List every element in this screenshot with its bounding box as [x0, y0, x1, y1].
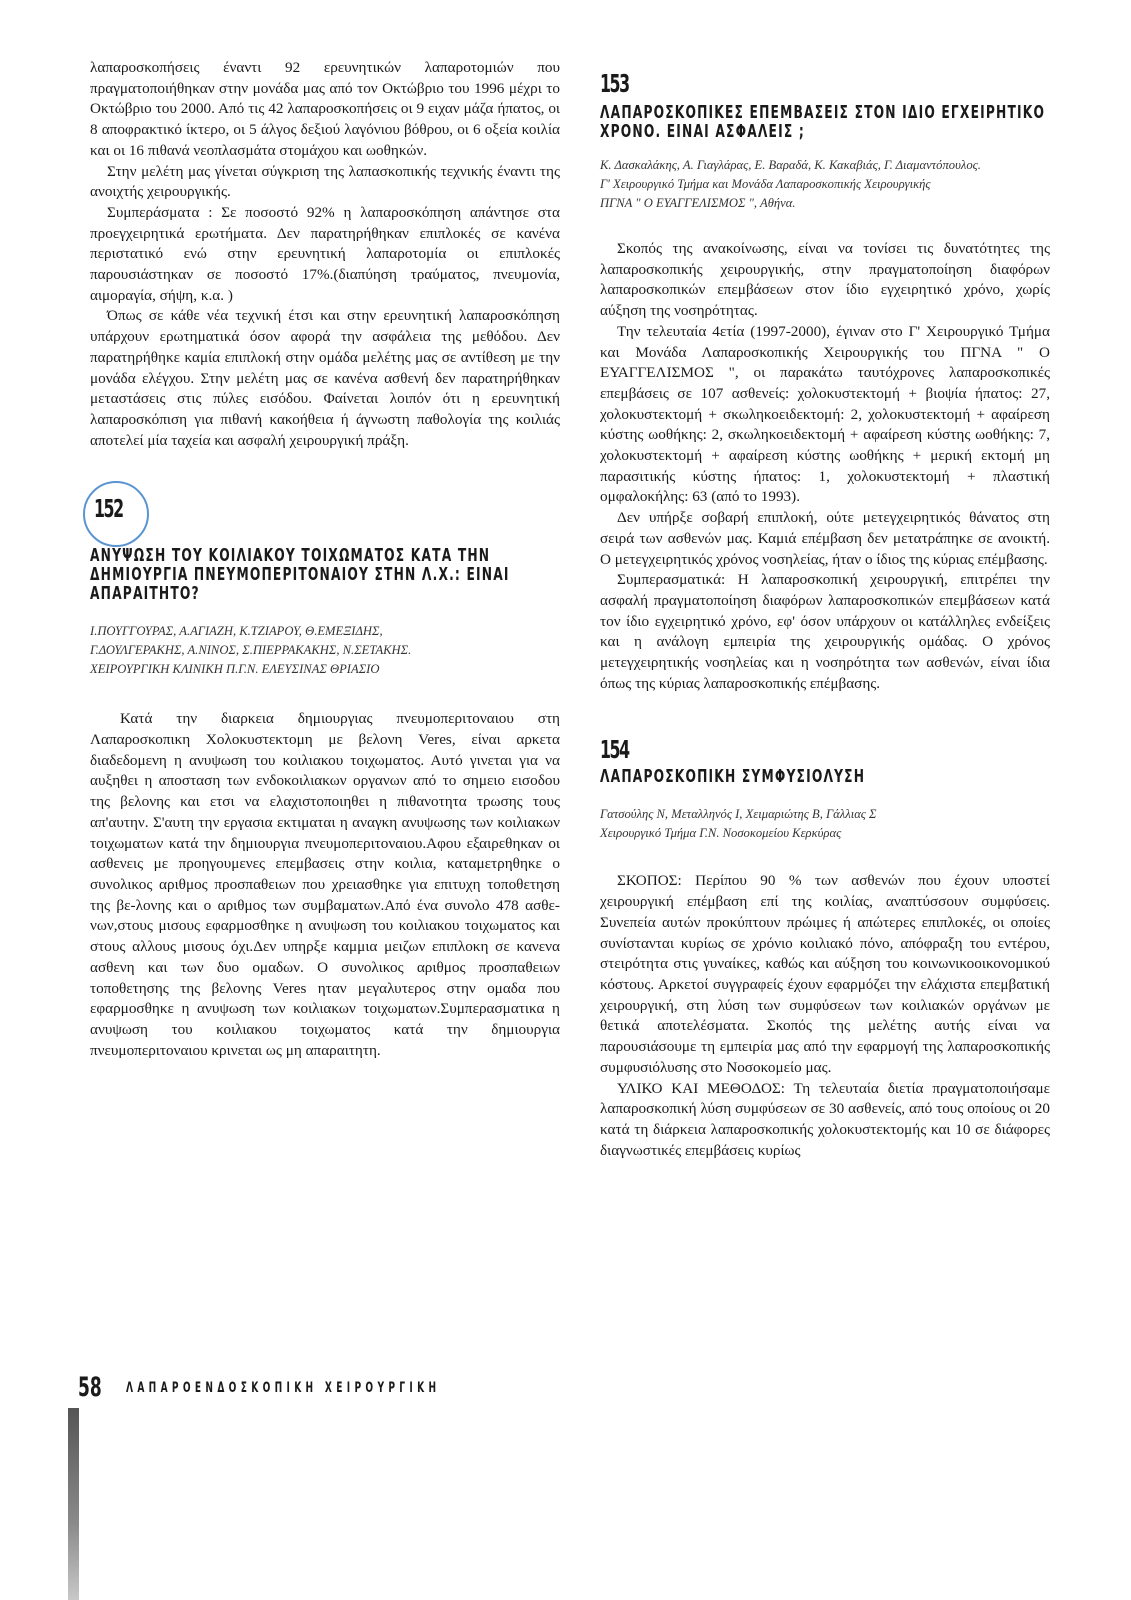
author-line-1: Κ. Δασκαλάκης, Α. Γιαγλάρας, Ε. Βαραδά, Κ. Κακαβιάς, Γ. Διαμαντόπουλος.: [600, 158, 981, 172]
page-number: 58: [78, 1372, 102, 1403]
abstract-authors: [600, 156, 1050, 213]
continuation-paragraph-4: Όπως σε κάθε νέα τεχνική έτσι και στην ερευνητική λαπαροσκόπηση υπάρχουν ερωτηματικά όσον αφορά την ασφάλεια της μεθόδου. Δεν παρατηρήθηκε καμία επιπλοκή στην ομάδα μελέτης μας σε αντίθεση με την μονάδα ελέγχου. Στην μελέτη μας σε κανένα ασθενή δεν παρατηρήθηκαν μεταστάσεις στις πύλες εισόδου. Φαίνεται λοιπόν ότι η ερευνητική λαπαροσκόπιση για πιθανή κακοήθεια ή άγνωστη παθολογία της κοιλιάς αποτελεί μία ταχεία και ασφαλή χειρουργική πράξη.: [90, 307, 560, 449]
abstract-paragraph-2: ΥΛΙΚΟ ΚΑΙ ΜΕΘΟΔΟΣ: Τη τελευταία διετία πραγματοποιήσαμε λαπαροσκοπική λύση συμφύσεων σε 30 ασθενείς, από τους οποίους οι 20 κατά τη διάρκεια λαπαροσκοπικής χολοκυστεκτομής και 10 σε διάφορες διαγνωστικές επεμβάσεις κυρίως: [600, 1079, 1050, 1159]
abstract-paragraph-2: Την τελευταία 4ετία (1997-2000), έγιναν στο Γ' Χειρουργικό Τμήμα και Μονάδα Λαπαροσκοπικής Χειρουργικής του ΠΓΝΑ " Ο ΕΥΑΓΓΕΛΙΣΜΟΣ ", οι παρακάτω ταυτόχρονες λαπαροσκοπικές επεμβάσεις σε 107 ασθενείς: χολοκυστεκτομή + βιοψία ήπατος: 27, χολοκυστεκτομή + σκωληκοειδεκτομή: 2, χολοκυστεκτομή + αφαίρεση κύστης ωοθήκης: 2, σκωληκοειδεκτομή + αφαίρεση κύστης ωοθήκης: 7, χολοκυστεκτομή + αφαίρεση κύστης ωοθήκης + μερική εκτομή μη παρασιτικής κύστης ήπατος: 1, χολοκυστεκτομή + πλαστική ομφαλοκήλης: 63 (από το 1993).: [600, 322, 1050, 506]
author-line-2: Γ' Χειρουργικό Τμήμα και Μονάδα Λαπαροσκοπικής Χειρουργικής: [600, 177, 931, 191]
author-line-2: Χειρουργικό Τμήμα Γ.Ν. Νοσοκομείου Κερκύρας: [600, 826, 842, 841]
abstract-authors: [600, 805, 1050, 843]
abstract-title: ΛΑΠΑΡΟΣΚΟΠΙΚΕΣ ΕΠΕΜΒΑΣΕΙΣ ΣΤΟΝ ΙΔΙΟ ΕΓΧΕΙΡΗΤΙΚΟ ΧΡΟΝΟ. ΕΙΝΑΙ ΑΣΦΑΛΕΙΣ ;: [600, 103, 1046, 142]
abstract-153: [600, 70, 1050, 694]
abstract-number: 154: [600, 735, 629, 765]
page-footer: [68, 1373, 688, 1403]
author-line-1: Ι.ΠΟΥΓΓΟΥΡΑΣ, Α.ΑΓΙΑΖΗ, Κ.ΤΖΙΑΡΟΥ, Θ.ΕΜΕΞΙΔΗΣ,: [90, 624, 383, 639]
left-column: [90, 58, 560, 1061]
abstract-authors: [90, 622, 560, 679]
decorative-side-bar: [68, 1408, 79, 1600]
right-column: [600, 70, 1050, 1161]
abstract-number: 152: [94, 494, 123, 524]
continuation-paragraph-3: Συμπεράσματα : Σε ποσοστό 92% η λαπαροσκόπηση απάντησε στα προεγχειρητικά ερωτήματα. Δεν παρατηρήθηκαν επιπλοκές σε κανένα περιστατικό ενώ στην ερευνητική λαπαροτομία οι επιπλοκές παρουσιάστηκαν σε ποσοστό 17%.(διαπύηση τραύματος, πνευμονία, αιμοραγία, σήψη, κ.α. ): [90, 203, 560, 304]
author-line-3: ΧΕΙΡΟΥΡΓΙΚΗ ΚΛΙΝΙΚΗ Π.Γ.Ν. ΕΛΕΥΣΙΝΑΣ ΘΡΙΑΣΙΟ: [90, 662, 380, 677]
author-line-1: Γατσούλης Ν, Μεταλληνός Ι, Χειμαριώτης Β, Γάλλιας Σ: [600, 807, 877, 822]
abstract-152: [90, 495, 560, 1061]
abstract-title: ΛΑΠΑΡΟΣΚΟΠΙΚΗ ΣΥΜΦΥΣΙΟΛΥΣΗ: [600, 767, 866, 788]
author-line-3: ΠΓΝΑ " Ο ΕΥΑΓΓΕΛΙΣΜΟΣ ", Αθήνα.: [600, 196, 796, 210]
continuation-paragraph-2: Στην μελέτη μας γίνεται σύγκριση της λαπασκοπικής τεχνικής έναντι της ανοιχτής χειρουργικής.: [90, 162, 560, 201]
continuation-paragraph-1: λαπαροσκοπήσεις έναντι 92 ερευνητικών λαπαροτομιών που πραγματοποιήθηκαν στην μονάδα μας από τον Οκτώβριο του 1996 μέχρι το Οκτώβριο του 2000. Από τις 42 λαπαροσκοπήσεις οι 9 ειχαν μάζα ήπατος, οι 8 αποφρακτικό ίκτερο, οι 5 άλγος δεξιού λαγόνιου βόθρου, οι 6 οξεία κοιλία και οι 16 πιθανά νεοπλασμάτα στομάχου και ωοθηκών.: [90, 59, 560, 159]
abstract-title: ΑΝΥΨΩΣΗ ΤΟΥ ΚΟΙΛΙΑΚΟΥ ΤΟΙΧΩΜΑΤΟΣ ΚΑΤΑ ΤΗΝ ΔΗΜΙΟΥΡΓΙΑ ΠΝΕΥΜΟΠΕΡΙΤΟΝΑΙΟΥ ΣΤΗΝ Λ.Χ.: ΕΙΝΑΙ ΑΠΑΡΑΙΤΗΤΟ?: [90, 546, 510, 605]
abstract-paragraph-1: Σκοπός της ανακοίνωσης, είναι να τονίσει τις δυνατότητες της λαπαροσκοπικής χειρουργικής, στην πραγματοποίηση διαφόρων λαπαροσκοπικών επεμβάσεων στον ίδιο εγχειρητικό χρόνο, χωρίς αύξηση της νοσηρότητας.: [600, 240, 1050, 320]
journal-title: ΛΑΠΑΡΟΕΝΔΟΣΚΟΠΙΚΗ ΧΕΙΡΟΥΡΓΙΚΗ: [126, 1380, 441, 1396]
abstract-154: [600, 736, 1050, 1161]
abstract-paragraph-1: ΣΚΟΠΟΣ: Περίπου 90 % των ασθενών που έχουν υποστεί χειρουργική επέμβαση επί της κοιλίας, αναπτύσσουν συμφύσεις. Συνεπεία αυτών προκύπτουν πρώιμες ή απώτερες επιπλοκές, οι οποίες συνίστανται κυρίως σε χρόνιο κοιλιακό πόνο, απόφραξη του εντέρου, στειρότητα στις γυναίκες, καθώς και αύξηση του κοινωνικοοικονομικού κόστους. Αρκετοί συγγραφείς έχουν εφαρμόζει την ελάχιστα επεμβατική χειρουργική, στη λύση των συμφύσεων των κοιλιακών οργάνων με θετικά αποτελέσματα. Σκοπός της μελέτης αυτής είναι να παρουσιάσουμε τη εμπειρία μας από την εφαρμογή της λαπαροσκοπικής συμφυσιόλυσης στο Νοσοκομείο μας.: [600, 872, 1050, 1076]
abstract-paragraph-4: Συμπερασματικά: Η λαπαροσκοπική χειρουργική, επιτρέπει την ασφαλή πραγματοποίηση διαφόρων λαπαροσκοπικών επεμβάσεων κατά τον ίδιο εγχειρητικό χρόνο, εφ' όσον υπάρχουν οι κατάλληλες ενδείξεις και η ανάλογη εμπειρία της χειρουργικής ομάδας. Ο χρόνος μετεγχειρητικής νοσηλείας και η νοσηρότητα των ασθενών, είναι ίδια όπως της κύριας λαπαροσκοπικής επέμβασης.: [600, 571, 1050, 692]
abstract-body: Κατά την διαρκεια δημιουργιας πνευμοπεριτοναιου στη Λαπαροσκοπικη Χολοκυστεκτομη με βελονη Veres, είναι αρκετα διαδεδομενη η ανυψωση του κοιλιακου τοιχωματος. Αυτό γινεται για να αυξηθει η αποσταση των ενδοκοιλιακων οργανων από το σημειο εισοδου της βελονης και ετσι να ελαχιστοποιηθει η πιθανοτητα τρωσης τους απ'αυτην. Σ'αυτη την εργασια εκτιμαται η αναγκη ανυψωσης των κοιλιακων τοιχωματων κατά την δημιουργια πνευμοπεριτοναιου.Αφου εξαιρεθηκαν οι ασθενεις με προηγουμενες επεμβασεις στην κοιλια, καταμετρηθηκε ο συνολικος αριθμος προσπαθειων που χρειασθηκε για επιτυχη τοποθετηση της βε-λονης και ο αριθμος των συμβαματων.Από ένα συνολο 478 ασθε-νων,στους μισους εφαρμοσθηκε η ανυψωση του κοιλιακου τοιχωματος και στους αλλους μισους όχι.Δεν υπηρξε καμμια μειζων επιπλοκη σε κανενα ασθενη και των δυο ομαδων. Ο συνολικος αριθμος προσπαθειων τοποθετησης της βελονης Veres ηταν μεγαλυτερος στην ομαδα που εφαρμοσθηκε η ανυψωση των κοιλιακων τοιχωματων.Συμπερασματικα η ανυψωση του κοιλιακου τοιχωματος κατά την δημιουργια πνευμοπεριτοναιου κρινεται ως μη απαραιτητη.: [90, 710, 560, 1059]
abstract-paragraph-3: Δεν υπήρξε σοβαρή επιπλοκή, ούτε μετεγχειρητικός θάνατος στη σειρά των ασθενών μας. Καμιά επέμβαση δεν μετατράπηκε σε ανοικτή. Ο μετεγχειρητικός χρόνος νοσηλείας, ήταν ο ίδιος της κύριας επέμβασης.: [600, 509, 1050, 568]
abstract-number: 153: [600, 69, 629, 98]
abstract-number-circled: [94, 495, 135, 523]
author-line-2: Γ.ΔΟΥΛΓΕΡΑΚΗΣ, Α.ΝΙΝΟΣ, Σ.ΠΙΕΡΡΑΚΑΚΗΣ, Ν.ΣΕΤΑΚΗΣ.: [90, 643, 412, 658]
